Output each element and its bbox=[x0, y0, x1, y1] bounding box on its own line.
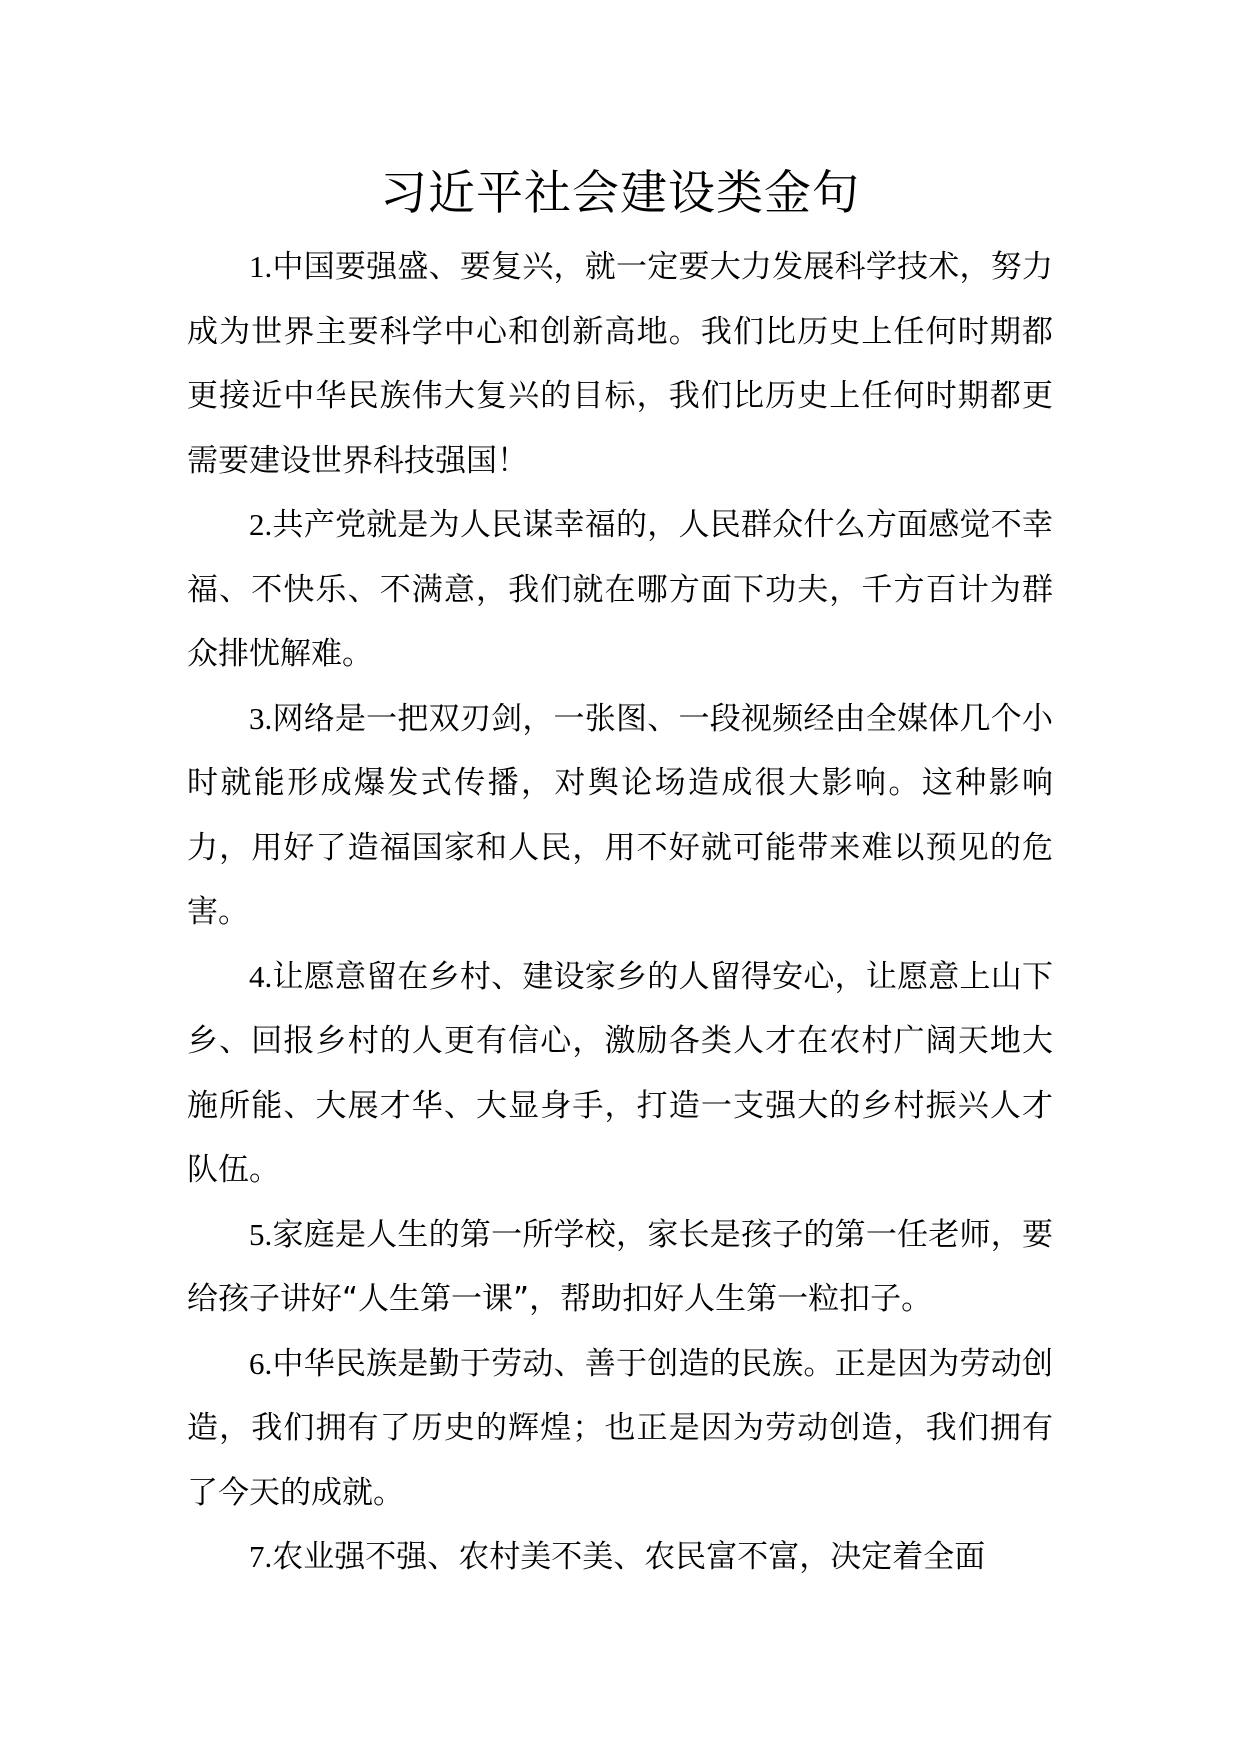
paragraph-2 bbox=[187, 493, 1053, 687]
paragraph-text: 让愿意留在乡村、建设家乡的人留得安心，让愿意上山下乡、回报乡村的人更有信心，激励各类人才在农村广阔天地大施所能、大展才华、大显身手，打造一支强大的乡村振兴人才队伍。 bbox=[187, 958, 1053, 1188]
paragraph-text: 共产党就是为人民谋幸福的，人民群众什么方面感觉不幸福、不快乐、不满意，我们就在哪方面下功夫，千方百计为群众排忧解难。 bbox=[187, 507, 1053, 672]
paragraph-text: 中国要强盛、要复兴，就一定要大力发展科学技术，努力成为世界主要科学中心和创新高地。我们比历史上任何时期都更接近中华民族伟大复兴的目标，我们比历史上任何时期都更需要建设世界科技强国！ bbox=[187, 249, 1053, 479]
paragraph-text: 中华民族是勤于劳动、善于创造的民族。正是因为劳动创造，我们拥有了历史的辉煌；也正是因为劳动创造，我们拥有了今天的成就。 bbox=[187, 1345, 1053, 1511]
paragraph-number: 5. bbox=[249, 1216, 273, 1252]
paragraph-4 bbox=[187, 945, 1053, 1203]
paragraph-text: 农业强不强、农村美不美、农民富不富，决定着全面 bbox=[272, 1539, 986, 1575]
paragraph-3 bbox=[187, 687, 1053, 945]
paragraph-number: 3. bbox=[249, 700, 273, 736]
document-title: 习近平社会建设类金句 bbox=[380, 166, 860, 221]
paragraph-text: 家庭是人生的第一所学校，家长是孩子的第一任老师，要给孩子讲好“人生第一课”，帮助扣好人生第一粒扣子。 bbox=[187, 1216, 1053, 1317]
paragraph-text: 网络是一把双刃剑，一张图、一段视频经由全媒体几个小时就能形成爆发式传播，对舆论场造成很大影响。这种影响力，用好了造福国家和人民，用不好就可能带来难以预见的危害。 bbox=[187, 700, 1053, 930]
paragraph-1 bbox=[187, 235, 1053, 493]
paragraph-6 bbox=[187, 1332, 1053, 1526]
paragraph-number: 2. bbox=[249, 507, 273, 542]
document-body bbox=[187, 235, 1053, 1590]
paragraph-number: 7. bbox=[249, 1539, 273, 1574]
paragraph-7 bbox=[187, 1525, 1053, 1590]
paragraph-number: 6. bbox=[249, 1345, 273, 1381]
paragraph-5 bbox=[187, 1203, 1053, 1332]
paragraph-number: 1. bbox=[249, 249, 273, 284]
paragraph-number: 4. bbox=[249, 958, 273, 994]
